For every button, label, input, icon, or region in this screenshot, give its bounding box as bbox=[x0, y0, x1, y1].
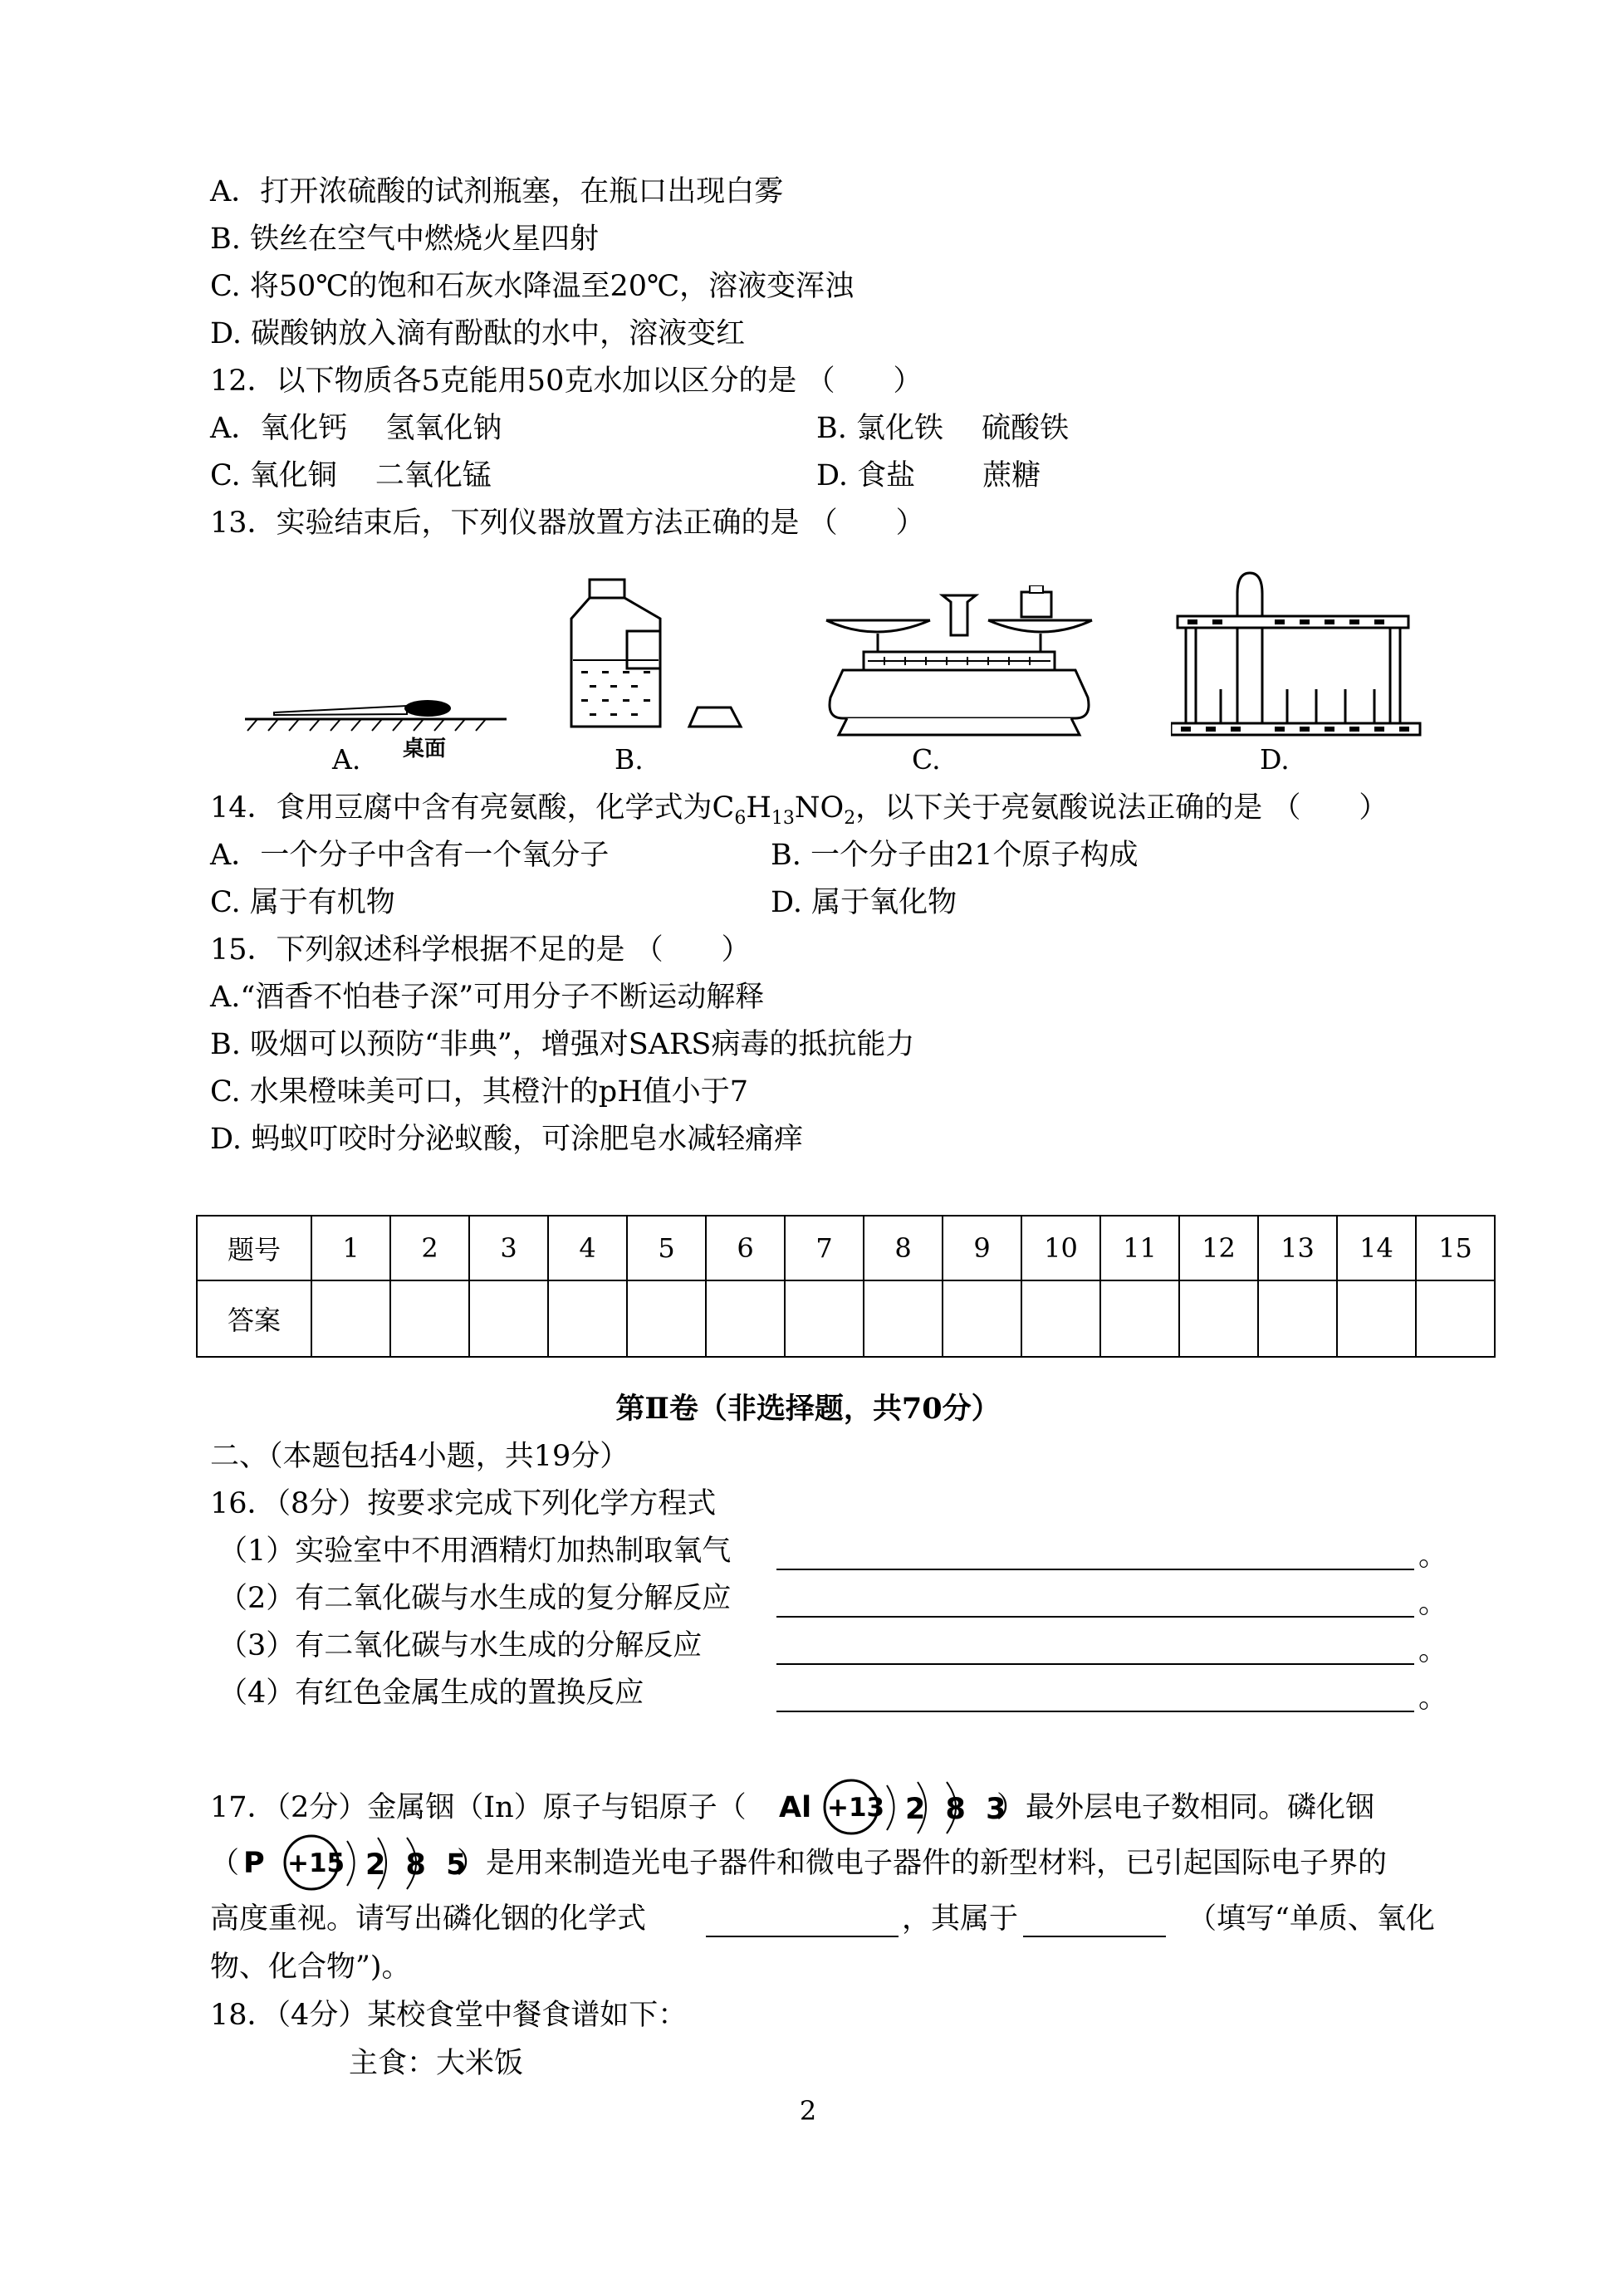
p-symbol: P bbox=[243, 1847, 265, 1880]
answer-cell[interactable] bbox=[1179, 1280, 1258, 1357]
q12-stem: 12．以下物质各5克能用50克水加以区分的是 （ ） bbox=[210, 365, 923, 398]
answer-cell[interactable] bbox=[1258, 1280, 1337, 1357]
table-number-cell: 13 bbox=[1258, 1216, 1337, 1280]
al-symbol: Al bbox=[779, 1791, 812, 1824]
q18-stem: 18．（4分）某校食堂中餐食谱如下： bbox=[210, 1999, 688, 2032]
q15-option-b: B. 吸烟可以预防“非典”，增强对SARS病毒的抵抗能力 bbox=[210, 1028, 915, 1061]
q14-option-b: B. 一个分子由21个原子构成 bbox=[771, 839, 1139, 872]
q17-line3-mid: ，其属于 bbox=[902, 1902, 1019, 1936]
answer-cell[interactable] bbox=[548, 1280, 627, 1357]
q18-staple-food: 主食：大米饭 bbox=[349, 2047, 524, 2080]
q14-stem-post: ，以下关于亮氨酸说法正确的是 （ ） bbox=[855, 791, 1388, 825]
al-nucleus-charge: +13 bbox=[827, 1793, 885, 1823]
section-two-heading: 二、（本题包括4小题，共19分） bbox=[210, 1440, 629, 1473]
q17-line2-pre: （ bbox=[210, 1847, 240, 1880]
formula-h: H bbox=[746, 791, 771, 825]
figure-c-balance bbox=[818, 585, 1100, 739]
answer-cell[interactable] bbox=[706, 1280, 785, 1357]
q16-period-1: 。 bbox=[1418, 1540, 1448, 1573]
q12-option-b: B. 氯化铁 硫酸铁 bbox=[816, 412, 1070, 445]
q17-line3-post: （填写“单质、氧化 bbox=[1188, 1902, 1435, 1936]
answer-cell[interactable] bbox=[390, 1280, 469, 1357]
table-number-cell: 3 bbox=[469, 1216, 548, 1280]
answer-cell[interactable] bbox=[469, 1280, 548, 1357]
table-number-cell: 4 bbox=[548, 1216, 627, 1280]
al-electron-shells: 2 8 3 bbox=[905, 1793, 1011, 1826]
q11-option-d: D. 碳酸钠放入滴有酚酞的水中，溶液变红 bbox=[210, 317, 746, 350]
q16-period-3: 。 bbox=[1418, 1634, 1448, 1667]
q16-stem: 16．（8分）按要求完成下列化学方程式 bbox=[210, 1487, 717, 1520]
q16-answer-blank-1[interactable] bbox=[776, 1540, 1414, 1570]
figure-a-rod-on-desk bbox=[241, 689, 515, 739]
q14-option-a: A．一个分子中含有一个氧分子 bbox=[210, 839, 610, 872]
answer-table bbox=[196, 1215, 1496, 1358]
answer-table-number-row bbox=[197, 1216, 1495, 1280]
formula-no: NO bbox=[794, 791, 845, 825]
answer-cell[interactable] bbox=[627, 1280, 706, 1357]
formula-sub-c: 6 bbox=[734, 808, 747, 829]
q15-option-c: C. 水果橙味美可口，其橙汁的pH值小于7 bbox=[210, 1075, 748, 1109]
table-number-cell: 9 bbox=[943, 1216, 1021, 1280]
figure-d-test-tube-rack bbox=[1171, 565, 1428, 739]
q17-line3-pre: 高度重视。请写出磷化铟的化学式 bbox=[210, 1902, 647, 1936]
q13-stem: 13．实验结束后，下列仪器放置方法正确的是 （ ） bbox=[210, 507, 925, 540]
formula-sub-h: 13 bbox=[771, 808, 795, 829]
table-number-cell: 15 bbox=[1416, 1216, 1495, 1280]
answer-cell[interactable] bbox=[1416, 1280, 1495, 1357]
figure-b-reagent-bottle bbox=[556, 573, 764, 739]
answer-cell[interactable] bbox=[785, 1280, 864, 1357]
answer-cell[interactable] bbox=[1021, 1280, 1100, 1357]
table-number-cell: 10 bbox=[1021, 1216, 1100, 1280]
answer-cell[interactable] bbox=[1337, 1280, 1416, 1357]
table-number-cell: 14 bbox=[1337, 1216, 1416, 1280]
q14-stem-pre: 14．食用豆腐中含有亮氨酸，化学式为C bbox=[210, 791, 735, 825]
p-nucleus-charge: +15 bbox=[287, 1848, 345, 1878]
q14-option-c: C. 属于有机物 bbox=[210, 886, 395, 919]
figure-c-label: C. bbox=[912, 743, 941, 776]
formula-answer-blank[interactable] bbox=[706, 1907, 899, 1937]
q16-item-2: （2）有二氧化碳与水生成的复分解反应 bbox=[218, 1582, 732, 1615]
answer-cell[interactable] bbox=[864, 1280, 943, 1357]
table-number-cell: 1 bbox=[311, 1216, 390, 1280]
part2-title: 第Ⅱ卷（非选择题，共70分） bbox=[615, 1392, 1001, 1426]
q16-item-4: （4）有红色金属生成的置换反应 bbox=[218, 1677, 644, 1710]
q16-answer-blank-3[interactable] bbox=[776, 1635, 1414, 1665]
q12-option-a: A．氧化钙 氢氧化钠 bbox=[210, 412, 502, 445]
q16-period-4: 。 bbox=[1418, 1682, 1448, 1715]
answer-table-answer-row bbox=[197, 1280, 1495, 1357]
page-number: 2 bbox=[799, 2095, 817, 2127]
figure-b-label: B. bbox=[615, 743, 644, 776]
answer-cell[interactable] bbox=[943, 1280, 1021, 1357]
q16-answer-blank-2[interactable] bbox=[776, 1588, 1414, 1618]
answer-cell[interactable] bbox=[1100, 1280, 1179, 1357]
answer-cell[interactable] bbox=[311, 1280, 390, 1357]
q12-option-c: C. 氧化铜 二氧化锰 bbox=[210, 459, 492, 492]
q14-option-d: D. 属于氧化物 bbox=[771, 886, 957, 919]
p-electron-shells: 2 8 5 bbox=[365, 1848, 472, 1882]
q16-period-2: 。 bbox=[1418, 1587, 1448, 1620]
q11-option-c: C. 将50℃的饱和石灰水降温至20℃，溶液变浑浊 bbox=[210, 270, 855, 303]
table-number-cell: 2 bbox=[390, 1216, 469, 1280]
table-answer-label: 答案 bbox=[197, 1280, 311, 1357]
classification-answer-blank[interactable] bbox=[1023, 1907, 1166, 1937]
q15-option-d: D. 蚂蚁叮咬时分泌蚁酸，可涂肥皂水减轻痛痒 bbox=[210, 1123, 804, 1156]
figure-a-desk-label: 桌面 bbox=[403, 737, 447, 761]
q12-option-d: D. 食盐 蔗糖 bbox=[816, 459, 1041, 492]
q14-stem bbox=[210, 790, 1388, 837]
formula-sub-o: 2 bbox=[844, 808, 856, 829]
table-number-cell: 7 bbox=[785, 1216, 864, 1280]
q17-line1-post: ）最外层电子数相同。磷化铟 bbox=[997, 1791, 1375, 1824]
figure-d-label: D. bbox=[1260, 743, 1290, 776]
q11-option-b: B. 铁丝在空气中燃烧火星四射 bbox=[210, 223, 599, 256]
q17-line1-pre: 17．（2分）金属铟（In）原子与铝原子（ bbox=[210, 1791, 747, 1824]
table-number-cell: 12 bbox=[1179, 1216, 1258, 1280]
table-number-cell: 5 bbox=[627, 1216, 706, 1280]
q11-option-a: A．打开浓硫酸的试剂瓶塞，在瓶口出现白雾 bbox=[210, 175, 784, 208]
q15-option-a: A.“酒香不怕巷子深”可用分子不断运动解释 bbox=[210, 981, 765, 1014]
q16-item-1: （1）实验室中不用酒精灯加热制取氧气 bbox=[218, 1535, 732, 1568]
q16-item-3: （3）有二氧化碳与水生成的分解反应 bbox=[218, 1629, 703, 1662]
q16-answer-blank-4[interactable] bbox=[776, 1682, 1414, 1712]
q15-stem: 15．下列叙述科学根据不足的是 （ ） bbox=[210, 933, 751, 967]
figure-a-label: A. bbox=[332, 743, 361, 776]
table-number-cell: 11 bbox=[1100, 1216, 1179, 1280]
table-number-cell: 8 bbox=[864, 1216, 943, 1280]
table-number-cell: 6 bbox=[706, 1216, 785, 1280]
q17-line4: 物、化合物”)。 bbox=[210, 1951, 411, 1984]
q17-line2-post: ）是用来制造光电子器件和微电子器件的新型材料，已引起国际电子界的 bbox=[457, 1847, 1388, 1880]
table-head-label: 题号 bbox=[197, 1216, 311, 1280]
